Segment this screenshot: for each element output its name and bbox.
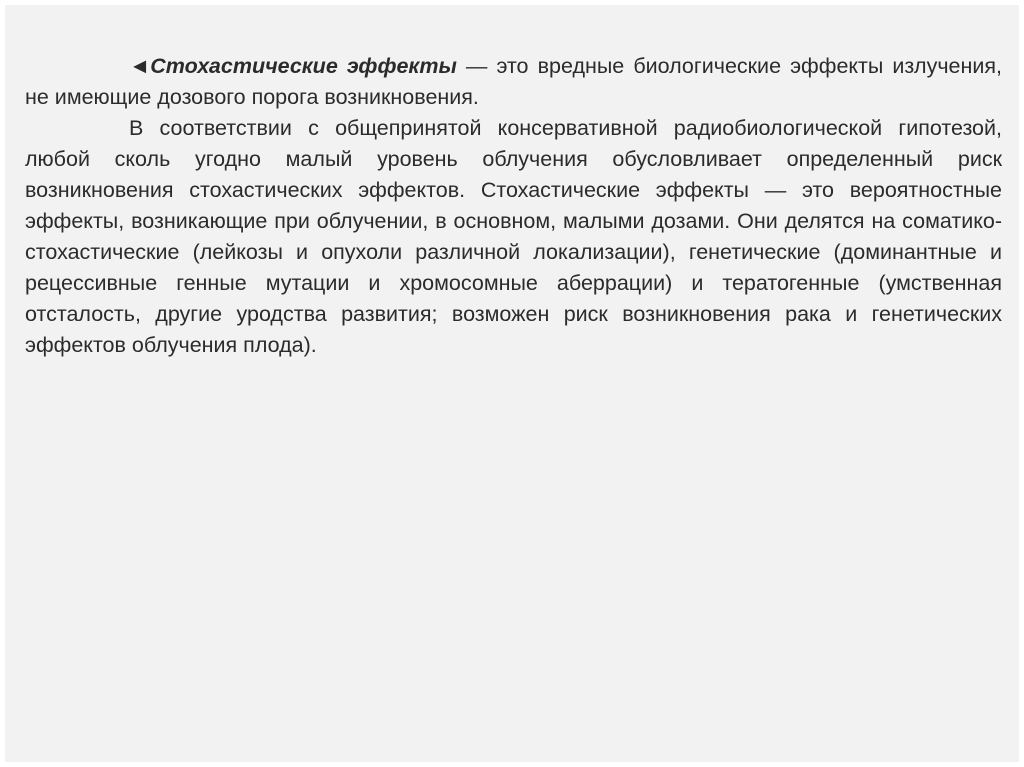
text-block [25, 51, 1002, 361]
term-stochastic-effects: Стохастические эффекты [150, 54, 457, 78]
definition-paragraph [25, 51, 1002, 113]
bullet-marker: ◄ [129, 54, 151, 78]
explanation-paragraph: В соответствии с общепринятой консервативной радиобиологической гипотезой, любой сколь угодно малый уровень облучения обусловливает определенный риск возникновения стохастических эффектов. Стохастические эффекты — это вероятностные эффекты, возникающие при облучении, в основном, малыми дозами. Они делятся на соматико-стохастические (лейкозы и опухоли различной локализации), генетические (доминантные и рецессивные генные мутации и хромосомные аберрации) и тератогенные (умственная отсталость, другие уродства развития; возможен риск возникновения рака и генетических эффектов облучения плода). [25, 116, 1002, 357]
definition-text: — это вредные биологические эффекты излучения, не имеющие дозового порога возникновения. [25, 54, 1002, 109]
slide [5, 5, 1019, 762]
